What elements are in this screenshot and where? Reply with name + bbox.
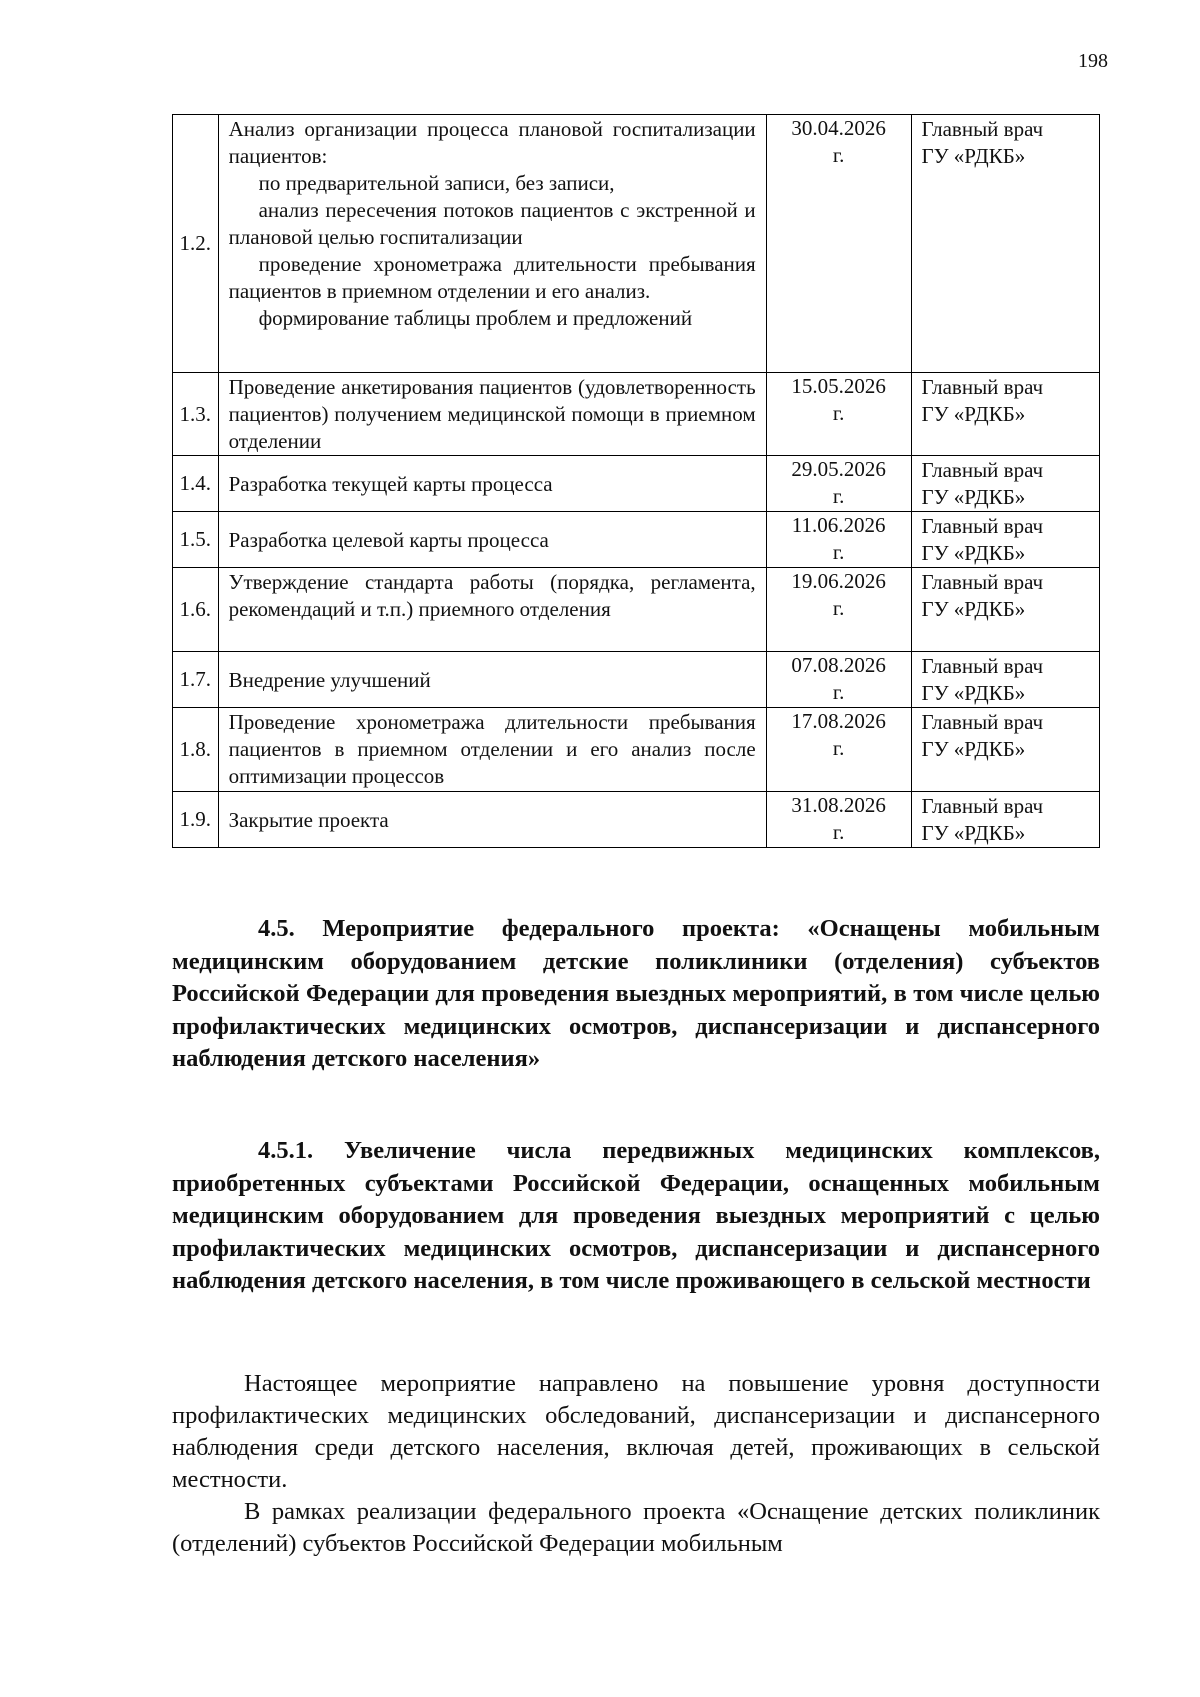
row-number: 1.7. xyxy=(173,652,219,708)
row-number: 1.8. xyxy=(173,708,219,792)
table-row xyxy=(173,652,1100,708)
row-responsible xyxy=(911,373,1099,456)
row-date xyxy=(766,792,911,848)
row-responsible xyxy=(911,456,1099,512)
table-row xyxy=(173,373,1100,456)
page-number: 198 xyxy=(1078,50,1108,72)
table-row xyxy=(173,792,1100,848)
date-value: 15.05.2026 xyxy=(791,374,886,398)
row-responsible xyxy=(911,115,1099,373)
row-number: 1.6. xyxy=(173,568,219,652)
row-sub-item: анализ пересечения потоков пациентов с экстренной и плановой целью госпитализации xyxy=(228,198,756,249)
row-description: Разработка целевой карты процесса xyxy=(218,512,766,568)
row-description: Закрытие проекта xyxy=(218,792,766,848)
responsible-org: ГУ «РДКБ» xyxy=(921,597,1026,621)
responsible-title: Главный врач xyxy=(921,117,1044,141)
responsible-title: Главный врач xyxy=(921,654,1044,678)
date-suffix: г. xyxy=(832,680,845,704)
row-description: Разработка текущей карты процесса xyxy=(218,456,766,512)
date-value: 07.08.2026 xyxy=(791,653,886,677)
body-text xyxy=(172,1368,1100,1560)
responsible-org: ГУ «РДКБ» xyxy=(921,402,1026,426)
date-suffix: г. xyxy=(832,596,845,620)
row-description: Внедрение улучшений xyxy=(218,652,766,708)
row-date xyxy=(766,456,911,512)
table-row xyxy=(173,708,1100,792)
table-row xyxy=(173,115,1100,373)
row-sub-item: проведение хронометража длительности пребывания пациентов в приемном отделении и его анализ. xyxy=(228,252,756,303)
row-sub-item: по предварительной записи, без записи, xyxy=(258,171,615,195)
date-value: 11.06.2026 xyxy=(791,513,886,537)
section-heading-4-5: 4.5. Мероприятие федерального проекта: «Оснащены мобильным медицинским оборудованием детские поликлиники (отделения) субъектов Российской Федерации для проведения выездных мероприятий, в том числе целью профилактических медицинских осмотров, диспансеризации и диспансерного наблюдения детского населения» xyxy=(172,915,1100,1072)
row-number: 1.2. xyxy=(173,115,219,373)
responsible-org: ГУ «РДКБ» xyxy=(921,144,1026,168)
responsible-title: Главный врач xyxy=(921,458,1044,482)
row-description: Проведение хронометража длительности пребывания пациентов в приемном отделении и его анализ после оптимизации процессов xyxy=(218,708,766,792)
responsible-org: ГУ «РДКБ» xyxy=(921,681,1026,705)
date-suffix: г. xyxy=(832,484,845,508)
row-date xyxy=(766,568,911,652)
row-description-text: Анализ организации процесса плановой госпитализации пациентов: xyxy=(228,117,756,168)
paragraph: В рамках реализации федерального проекта «Оснащение детских поликлиник (отделений) субъектов Российской Федерации мобильным xyxy=(172,1498,1100,1557)
row-responsible xyxy=(911,512,1099,568)
row-date xyxy=(766,708,911,792)
date-suffix: г. xyxy=(832,143,845,167)
date-value: 30.04.2026 xyxy=(791,116,886,140)
section-heading-4-5-1: 4.5.1. Увеличение числа передвижных медицинских комплексов, приобретенных субъектами Российской Федерации, оснащенных мобильным медицинским оборудованием для проведения выездных мероприятий с целью профилактических медицинских осмотров, диспансеризации и диспансерного наблюдения детского населения, в том числе проживающего в сельской местности xyxy=(172,1137,1100,1294)
row-number: 1.5. xyxy=(173,512,219,568)
responsible-title: Главный врач xyxy=(921,375,1044,399)
row-responsible xyxy=(911,708,1099,792)
responsible-title: Главный врач xyxy=(921,514,1044,538)
row-responsible xyxy=(911,792,1099,848)
table-row xyxy=(173,456,1100,512)
date-value: 31.08.2026 xyxy=(791,793,886,817)
row-number: 1.3. xyxy=(173,373,219,456)
table-row xyxy=(173,512,1100,568)
row-responsible xyxy=(911,652,1099,708)
plan-table xyxy=(172,114,1100,848)
responsible-org: ГУ «РДКБ» xyxy=(921,485,1026,509)
table-row xyxy=(173,568,1100,652)
responsible-title: Главный врач xyxy=(921,570,1044,594)
date-value: 29.05.2026 xyxy=(791,457,886,481)
paragraph: Настоящее мероприятие направлено на повышение уровня доступности профилактических медицинских обследований, диспансеризации и диспансерного наблюдения среди детского населения, включая детей, проживающих в сельской местности. xyxy=(172,1370,1100,1493)
responsible-title: Главный врач xyxy=(921,710,1044,734)
row-number: 1.9. xyxy=(173,792,219,848)
date-value: 19.06.2026 xyxy=(791,569,886,593)
responsible-org: ГУ «РДКБ» xyxy=(921,541,1026,565)
row-date xyxy=(766,115,911,373)
date-suffix: г. xyxy=(832,540,845,564)
row-description: Проведение анкетирования пациентов (удовлетворенность пациентов) получением медицинской помощи в приемном отделении xyxy=(218,373,766,456)
row-date xyxy=(766,652,911,708)
date-suffix: г. xyxy=(832,820,845,844)
row-sub-item: формирование таблицы проблем и предложений xyxy=(258,306,693,330)
responsible-org: ГУ «РДКБ» xyxy=(921,737,1026,761)
row-responsible xyxy=(911,568,1099,652)
date-suffix: г. xyxy=(832,736,845,760)
responsible-org: ГУ «РДКБ» xyxy=(921,821,1026,845)
date-suffix: г. xyxy=(832,401,845,425)
responsible-title: Главный врач xyxy=(921,794,1044,818)
row-date xyxy=(766,373,911,456)
row-description xyxy=(218,115,766,373)
row-number: 1.4. xyxy=(173,456,219,512)
row-date xyxy=(766,512,911,568)
row-description: Утверждение стандарта работы (порядка, регламента, рекомендаций и т.п.) приемного отделения xyxy=(218,568,766,652)
date-value: 17.08.2026 xyxy=(791,709,886,733)
